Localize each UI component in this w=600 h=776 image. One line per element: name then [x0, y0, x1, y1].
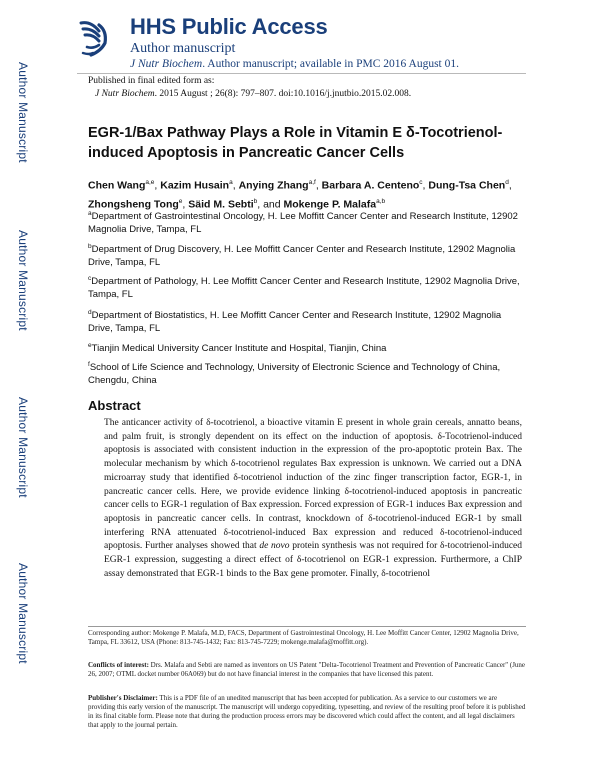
abstract-heading: Abstract — [88, 398, 141, 413]
author-name: Dung-Tsa Chen — [428, 179, 506, 192]
author-and: and — [263, 198, 284, 210]
disclaimer-label: Publisher's Disclaimer: — [88, 694, 158, 702]
author-affiliation-marker: a,b — [376, 197, 386, 205]
author-affiliation-marker: e — [178, 197, 183, 205]
affiliation-marker: d — [88, 309, 92, 316]
side-label-author-manuscript: Author Manuscript — [16, 62, 30, 163]
abstract-italic-term: de novo — [259, 541, 290, 552]
affiliation-b — [88, 240, 528, 269]
affiliation-c — [88, 272, 528, 301]
author-separator: , — [422, 179, 429, 192]
author-affiliation-marker: a,e — [145, 179, 155, 186]
conflicts-text: Drs. Malafa and Sebti are named as inventors on US Patent "Delta-Tocotrienol Treatment and Prevention of Pancreatic Cancer" (June 26, 2007; OTML docket number 06A069) but do not have financial interest in the companies that have licensed this patent. — [88, 661, 526, 678]
journal-name: J Nutr Biochem — [130, 58, 203, 70]
author-separator: , — [315, 179, 322, 192]
author-separator: , — [508, 179, 512, 192]
author-name: Chen Wang — [88, 179, 146, 192]
author-affiliation-marker: a,f — [308, 179, 316, 186]
footnote-divider — [88, 626, 526, 627]
author-name: Zhongsheng Tong — [88, 198, 179, 210]
author-separator: , — [182, 198, 189, 210]
side-label-author-manuscript: Author Manuscript — [16, 230, 30, 331]
hhs-eagle-logo-icon — [77, 17, 113, 59]
author-name: Barbara A. Centeno — [321, 179, 420, 192]
published-label: Published in final edited form as: — [88, 76, 215, 86]
affiliation-marker: b — [88, 243, 92, 250]
affiliation-text: School of Life Science and Technology, University of Electronic Science and Technology of China, Chengdu, China — [88, 362, 501, 387]
author-name: Kazim Husain — [160, 179, 230, 192]
author-separator: , — [232, 179, 239, 192]
affiliation-text: Department of Biostatistics, H. Lee Moffitt Cancer Center and Research Institute, 12902 Magnolia Drive, Tampa, FL — [88, 310, 502, 335]
author-name: Mokenge P. Malafa — [283, 198, 377, 210]
disclaimer-text: This is a PDF file of an unedited manuscript that has been accepted for publication. As a service to our customers we are providing this early version of the manuscript. The manuscript will undergo copyediting, typesetting, and review of the resulting proof before it is published in its final citable form. Please note that during the production process errors may be discovered which could affect the content, and all legal disclaimers that apply to the journal pertain. — [88, 694, 526, 729]
author-name: Anying Zhang — [238, 179, 309, 192]
header-divider — [77, 73, 526, 74]
side-label-author-manuscript: Author Manuscript — [16, 563, 30, 664]
author-separator: , — [154, 179, 161, 192]
author-name: Säid M. Sebti — [188, 198, 254, 210]
side-label-author-manuscript: Author Manuscript — [16, 397, 30, 498]
article-title: EGR-1/Bax Pathway Plays a Role in Vitamin E δ-Tocotrienol-induced Apoptosis in Pancreatic Cancer Cells — [88, 125, 503, 161]
corresponding-author-note: Corresponding author: Mokenge P. Malafa, M.D, FACS, Department of Gastrointestinal Oncology, H. Lee Moffitt Cancer Center, 12902 Magnolia Drive, Tampa, FL 33612, USA (Phone: 813-745-1432; Fax: 813-745-7229; mokenge.malafa@moffitt.org). — [88, 629, 519, 646]
abstract-body — [104, 417, 522, 581]
publisher-disclaimer-note — [88, 694, 526, 730]
conflicts-label: Conflicts of interest: — [88, 661, 149, 669]
author-affiliation-marker: c — [419, 179, 423, 186]
affiliation-f — [88, 358, 528, 387]
affiliation-text: Department of Gastrointestinal Oncology, H. Lee Moffitt Cancer Center and Research Institute, 12902 Magnolia Drive, Tampa, FL — [88, 211, 518, 236]
affiliation-d — [88, 306, 528, 335]
author-manuscript-subtitle: Author manuscript — [130, 41, 236, 56]
citation-details: . 2015 August ; 26(8): 797–807. doi:10.1016/j.jnutbio.2015.02.008. — [154, 89, 412, 99]
affiliation-text: Department of Pathology, H. Lee Moffitt Cancer Center and Research Institute, 12902 Magnolia Drive, Tampa, FL — [88, 276, 520, 301]
affiliation-marker: a — [88, 210, 92, 217]
affiliation-text: Department of Drug Discovery, H. Lee Moffitt Cancer Center and Research Institute, 12902 Magnolia Drive, Tampa, FL — [88, 244, 516, 269]
author-affiliation-marker: d — [505, 179, 509, 186]
citation-journal: J Nutr Biochem — [95, 89, 155, 99]
affiliation-marker: e — [88, 342, 92, 349]
affiliation-e — [88, 339, 528, 355]
citation-line — [95, 89, 411, 99]
affiliation-a — [88, 207, 528, 236]
hhs-public-access-title: HHS Public Access — [130, 14, 328, 39]
author-separator: , — [257, 198, 264, 210]
affiliation-text: Tianjin Medical University Cancer Institute and Hospital, Tianjin, China — [91, 343, 387, 355]
author-affiliation-marker: a — [229, 179, 233, 186]
journal-availability-line — [130, 58, 459, 70]
conflicts-of-interest-note — [88, 661, 526, 679]
availability-text: . Author manuscript; available in PMC 2016 August 01. — [202, 58, 460, 70]
affiliation-marker: f — [88, 361, 90, 368]
affiliation-marker: c — [88, 275, 92, 282]
abstract-text-part2: protein synthesis was not required for δ-tocotrienol-induced EGR-1 expression, suggesting a direct effect of δ-tocotrienol on EGR-1 expression. Furthermore, a ChIP assay demonstrated that EGR-1 binds to the Bax gene promoter. Finally, δ-tocotrienol — [104, 541, 523, 579]
abstract-text-part1: The anticancer activity of δ-tocotrienol, a bioactive vitamin E present in whole grain cereals, annatto beans, and palm fruit, is strongly dependent on its effect on the induction of apoptosis. δ-Tocotrienol-induced apoptosis is associated with consistent induction in the expression of the pro-apoptotic protein Bax. The molecular mechanism by which δ-tocotrienol regulates Bax expression is unknown. We carried out a DNA microarray study that identified δ-tocotrienol induction of the zinc finger transcription factor, EGR-1, in pancreatic cancer cells. Here, we provide evidence linking δ-tocotrienol-induced apoptosis in pancreatic cancer cells to EGR-1 regulation of Bax expression. Forced expression of EGR-1 induces Bax expression and apoptosis in pancreatic cancer cells. In contrast, knockdown of δ-tocotrienol-induced EGR-1 by small interfering RNA attenuated δ-tocotrienol-induced Bax expression and reduced δ-tocotrienol-induced apoptosis. Further analyses showed that — [104, 418, 522, 552]
author-affiliation-marker: b — [253, 197, 258, 205]
